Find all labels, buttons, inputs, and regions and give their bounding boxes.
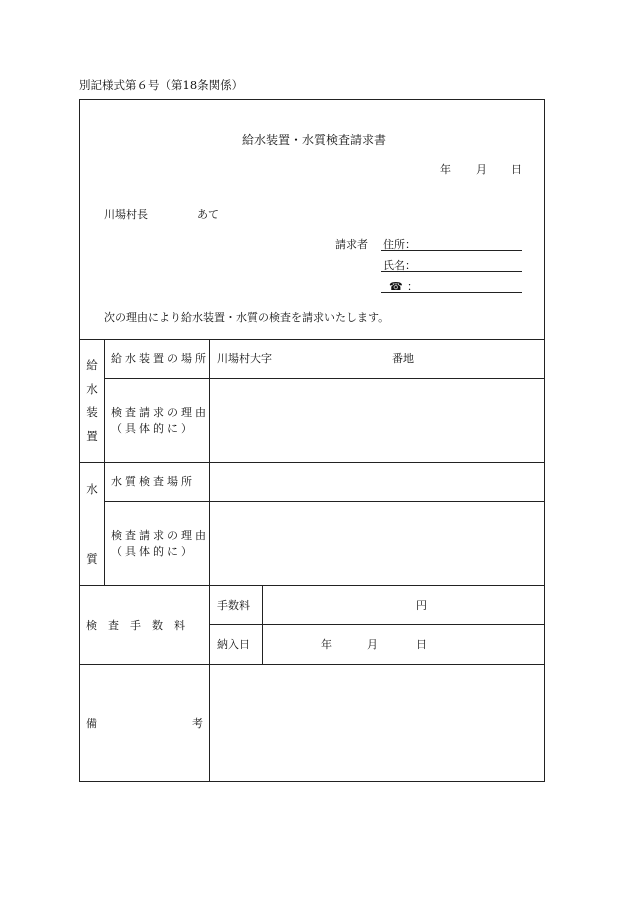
pay-date-year: 年	[321, 638, 332, 651]
quality-location-label: 水質検査場所	[111, 475, 195, 488]
name-underline	[381, 271, 522, 272]
quality-reason-sublabel: （具体的に）	[111, 545, 195, 558]
device-location-label: 給水装置の場所	[111, 352, 209, 365]
device-section-bottom-line	[79, 462, 545, 463]
quality-section-bottom-line	[79, 585, 545, 586]
addressee-suffix: あて	[197, 208, 219, 221]
quality-section-char-1: 水	[86, 482, 98, 496]
device-location-bottom-line	[104, 378, 545, 379]
device-section-char-1: 給	[86, 358, 98, 372]
requester-label: 請求者	[335, 238, 368, 251]
device-location-prefix: 川場村大字	[217, 352, 272, 365]
phone-separator: ：	[407, 280, 418, 293]
fee-label: 手数料	[217, 599, 250, 612]
phone-icon: ☎	[389, 280, 403, 293]
quality-location-field[interactable]	[211, 464, 544, 500]
addressee-name: 川場村長	[104, 208, 148, 221]
device-reason-label: 検査請求の理由	[111, 406, 209, 419]
device-reason-field[interactable]	[211, 380, 544, 461]
intro-text: 次の理由により給水装置・水質の検査を請求いたします。	[104, 311, 390, 324]
address-underline	[381, 250, 522, 251]
device-section-char-4: 置	[86, 429, 98, 443]
date-year: 年	[440, 163, 451, 176]
quality-location-bottom-line	[104, 501, 545, 502]
section-label-column-line	[104, 339, 105, 585]
form-number: 別記様式第６号（第18条関係）	[79, 78, 244, 92]
quality-reason-label: 検査請求の理由	[111, 529, 209, 542]
remarks-char-1: 備	[86, 717, 97, 730]
fee-section-label: 検 査 手 数 料	[86, 619, 185, 632]
pay-date-day: 日	[416, 638, 427, 651]
form-title: 給水装置・水質検査請求書	[242, 133, 387, 147]
remarks-char-2: 考	[192, 717, 203, 730]
field-label-column-line	[209, 339, 210, 782]
device-reason-sublabel: （具体的に）	[111, 422, 195, 435]
quality-reason-field[interactable]	[211, 503, 544, 584]
remarks-field[interactable]	[211, 666, 544, 780]
address-label: 住所：	[383, 238, 416, 251]
device-location-suffix: 番地	[392, 352, 414, 365]
fee-sub-column-line	[262, 585, 263, 664]
phone-underline	[381, 292, 522, 293]
quality-section-char-2: 質	[86, 552, 98, 566]
name-label: 氏名：	[383, 259, 416, 272]
date-month: 月	[476, 163, 487, 176]
device-section-char-3: 装	[86, 405, 98, 419]
pay-date-month: 月	[367, 638, 378, 651]
date-day: 日	[511, 163, 522, 176]
pay-date-label: 納入日	[217, 638, 250, 651]
fee-unit: 円	[416, 599, 427, 612]
fee-section-bottom-line	[79, 664, 545, 665]
header-bottom-line	[79, 339, 545, 340]
device-section-char-2: 水	[86, 382, 98, 396]
fee-row-line	[210, 624, 545, 625]
